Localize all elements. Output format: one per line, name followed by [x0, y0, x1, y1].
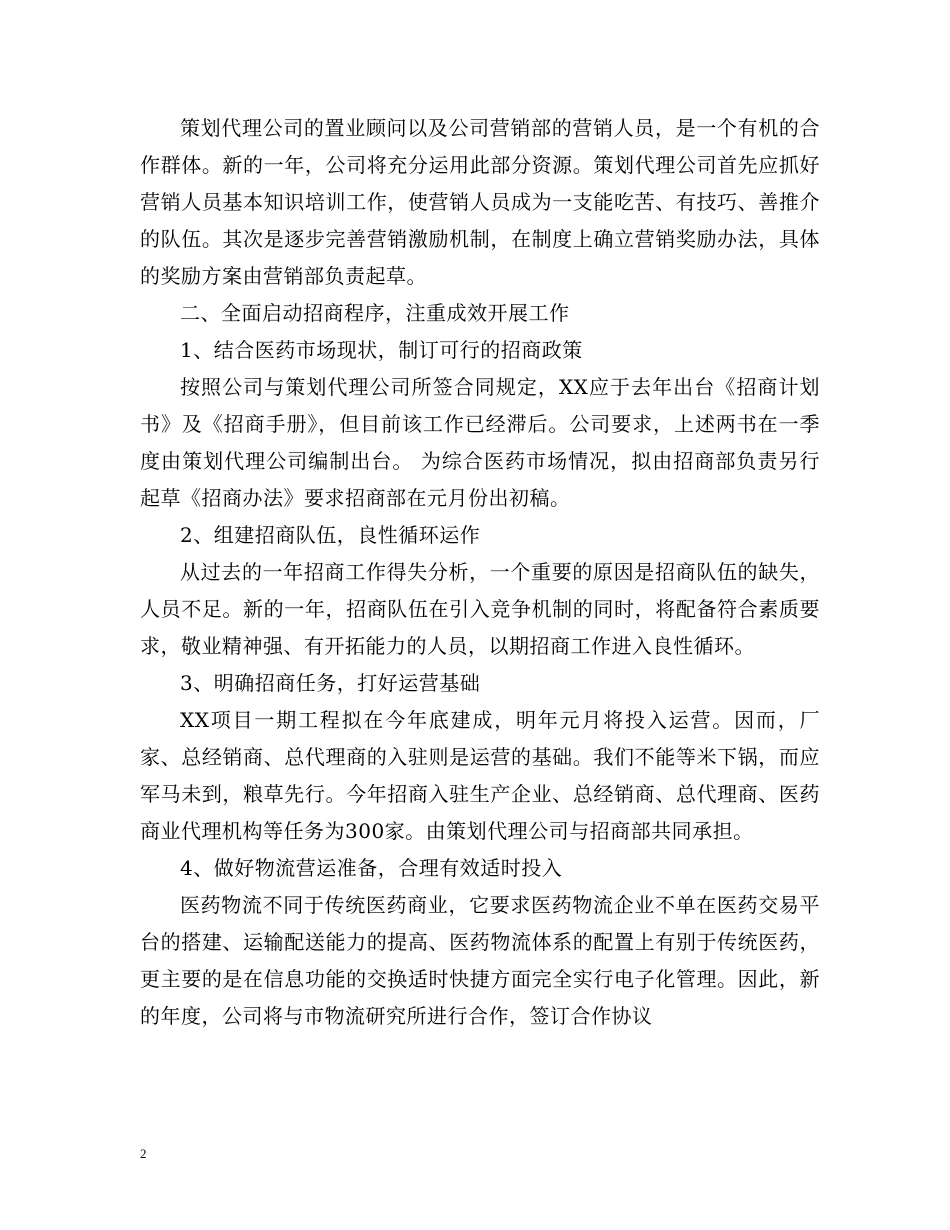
- paragraph-tasks: XX项目一期工程拟在今年底建成，明年元月将投入运营。因而，厂家、总经销商、总代理商的入驻则是运营的基础。我们不能等米下锅，而应军马未到，粮草先行。今年招商入驻生产企业、总经销商、总代理商、医药商业代理机构等任务为300家。由策划代理公司与招商部共同承担。: [140, 708, 820, 843]
- subheading-2-team: 2、组建招商队伍，良性循环运作: [180, 523, 481, 547]
- paragraph-marketing-team: 策划代理公司的置业顾问以及公司营销部的营销人员，是一个有机的合作群体。新的一年，公司将充分运用此部分资源。策划代理公司首先应抓好营销人员基本知识培训工作，使营销人员成为一支能吃苦、有技巧、善推介的队伍。其次是逐步完善营销激励机制，在制度上确立营销奖励办法，具体的奖励方案由营销部负责起草。: [140, 116, 820, 288]
- paragraph-policy: 按照公司与策划代理公司所签合同规定，XX应于去年出台《招商计划书》及《招商手册》，但目前该工作已经滞后。公司要求，上述两书在一季度由策划代理公司编制出台。 为综合医药市场情况，拟由招商部负责另行起草《招商办法》要求招商部在元月份出初稿。: [140, 375, 820, 510]
- subheading-4-logistics: 4、做好物流营运准备，合理有效适时投入: [180, 856, 563, 880]
- subheading-3-tasks: 3、明确招商任务，打好运营基础: [180, 671, 481, 695]
- document-body: [140, 110, 820, 1035]
- paragraph-team: 从过去的一年招商工作得失分析，一个重要的原因是招商队伍的缺失，人员不足。新的一年，招商队伍在引入竞争机制的同时，将配备符合素质要求，敬业精神强、有开拓能力的人员，以期招商工作进入良性循环。: [140, 560, 820, 658]
- paragraph-logistics: 医药物流不同于传统医药商业，它要求医药物流企业不单在医药交易平台的搭建、运输配送能力的提高、医药物流体系的配置上有别于传统医药，更主要的是在信息功能的交换适时快捷方面完全实行电子化管理。因此，新的年度，公司将与市物流研究所进行合作，签订合作协议: [140, 893, 820, 1028]
- page-number: 2: [140, 1146, 147, 1161]
- subheading-1-policy: 1、结合医药市场现状，制订可行的招商政策: [180, 338, 583, 362]
- section-heading-investment: 二、全面启动招商程序，注重成效开展工作: [180, 301, 570, 325]
